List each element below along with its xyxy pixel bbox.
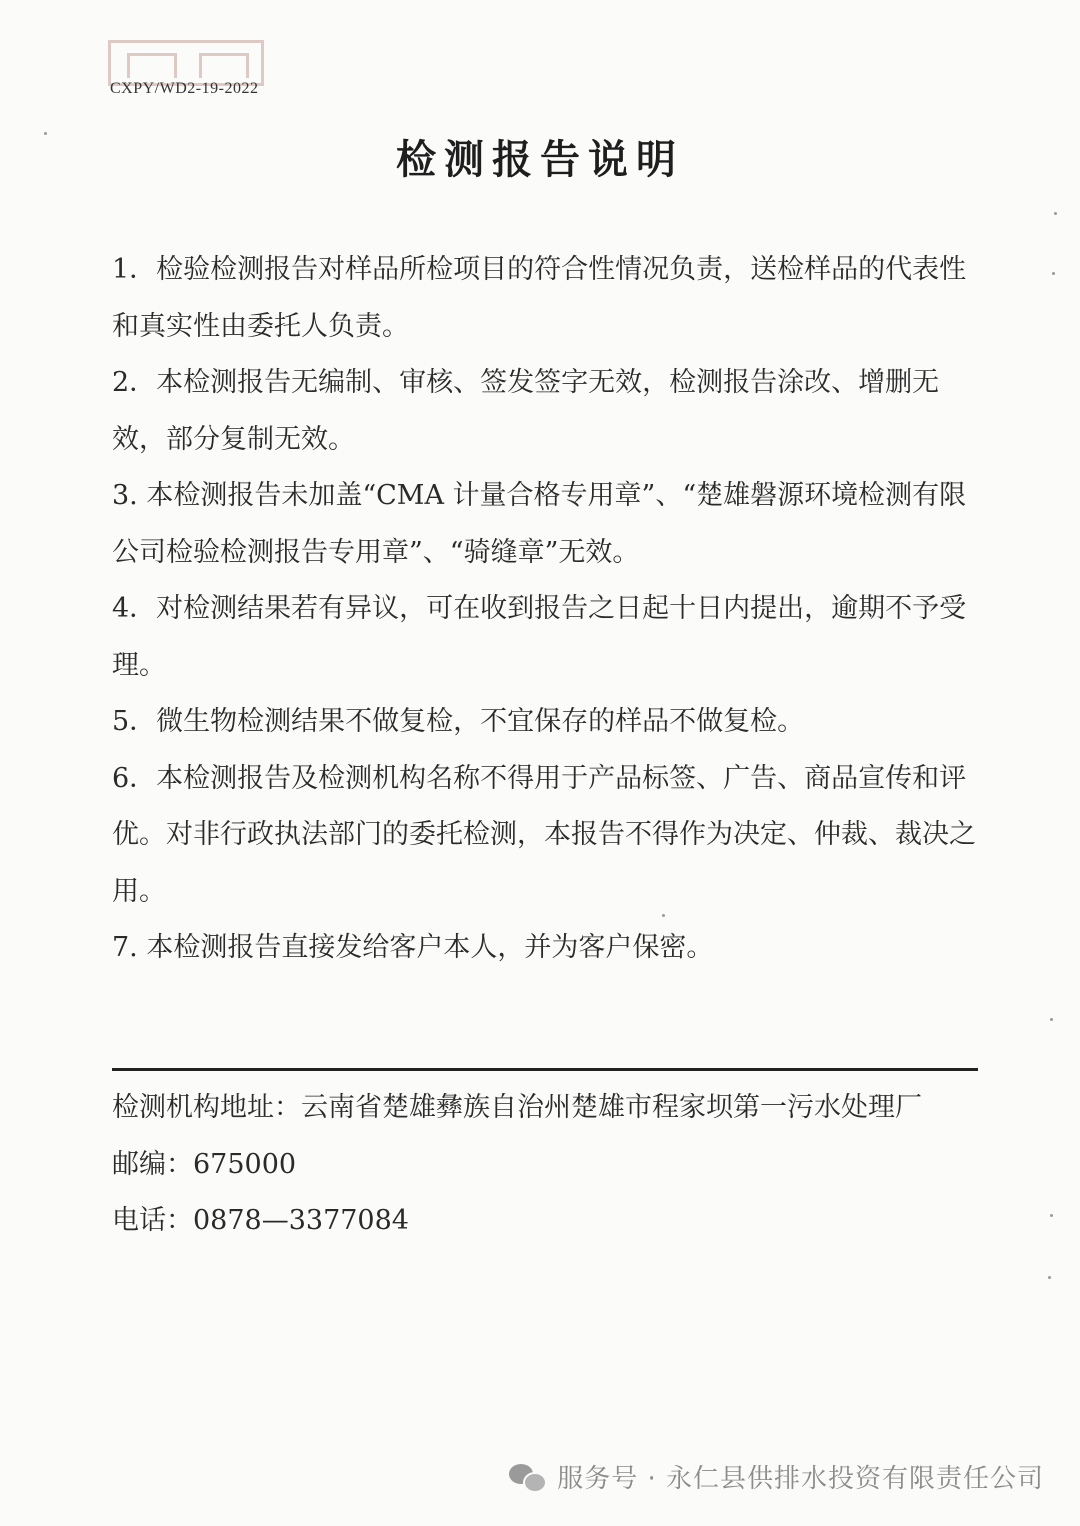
wechat-watermark: [509, 1458, 1044, 1495]
page-title: 检测报告说明: [396, 137, 684, 183]
phone-value: 0878—3377084: [193, 1205, 409, 1236]
list-item: 2．本检测报告无编制、审核、签发签字无效，检测报告涂改、增删无效，部分复制无效。: [112, 367, 940, 455]
postcode-line: [112, 1137, 992, 1194]
footer-contact: [112, 1080, 992, 1250]
address-label: 检测机构地址：: [112, 1092, 301, 1123]
list-item: 4．对检测结果若有异议，可在收到报告之日起十日内提出，逾期不予受理。: [112, 593, 967, 681]
notes-list: [112, 242, 992, 977]
list-item: 6．本检测报告及检测机构名称不得用于产品标签、广告、商品宣传和评优。对非行政执法部门的委托检测，本报告不得作为决定、仲裁、裁决之用。: [112, 762, 976, 907]
postcode-label: 邮编：: [112, 1148, 193, 1180]
divider: [112, 1068, 978, 1071]
wechat-icon: [509, 1462, 545, 1492]
phone-label: 电话：: [112, 1205, 193, 1236]
list-item: 7. 本检测报告直接发给客户本人，并为客户保密。: [112, 932, 714, 963]
list-item: 1．检验检测报告对样品所检项目的符合性情况负责，送检样品的代表性和真实性由委托人负责。: [112, 254, 967, 342]
list-item: 5．微生物检测结果不做复检，不宜保存的样品不做复检。: [112, 706, 805, 737]
watermark-text: 服务号 · 永仁县供排水投资有限责任公司: [557, 1464, 1044, 1494]
list-item: 3. 本检测报告未加盖“CMA 计量合格专用章”、“楚雄磐源环境检测有限公司检验检测报告专用章”、“骑缝章”无效。: [112, 480, 967, 568]
address-line: [112, 1080, 992, 1137]
phone-line: [112, 1193, 992, 1250]
postcode-value: 675000: [193, 1148, 297, 1180]
document-code: CXPY/WD2-19-2022: [110, 80, 259, 97]
address-value: 云南省楚雄彝族自治州楚雄市程家坝第一污水处理厂: [301, 1092, 922, 1123]
